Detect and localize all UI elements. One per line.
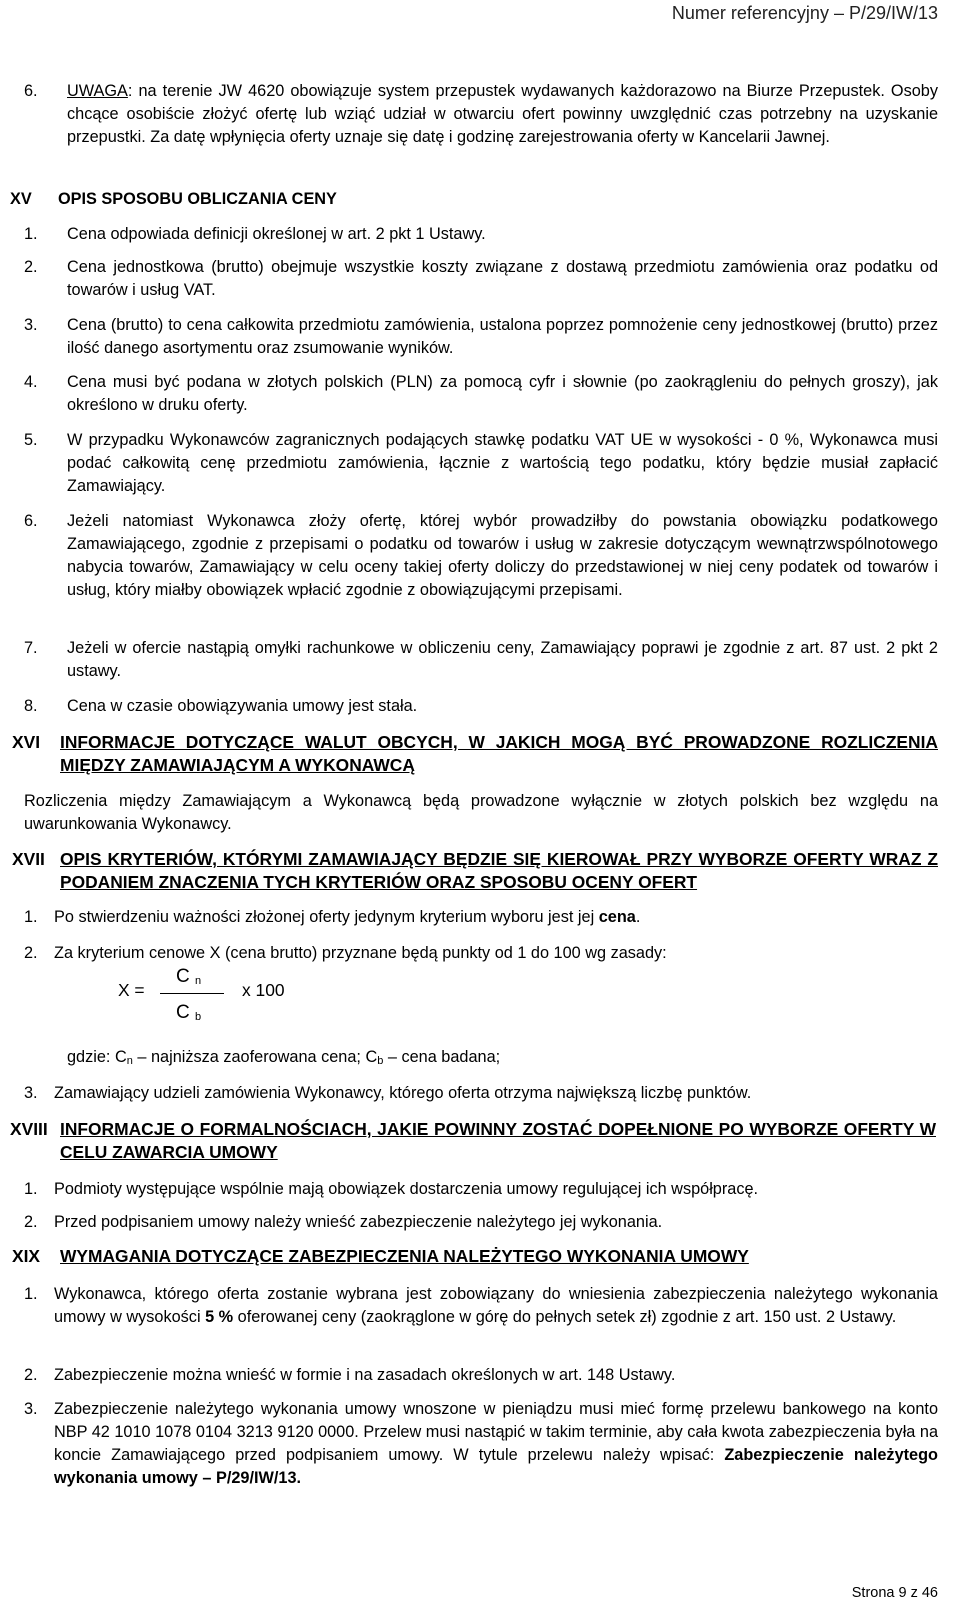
uwaga-label: UWAGA	[67, 82, 128, 100]
item-text	[67, 80, 938, 149]
list-item	[24, 314, 938, 360]
item-text: Cena musi być podana w złotych polskich (PLN) za pomocą cyfr i słownie (po zaokrągleniu do pełnych groszy), jak określono w druku oferty.	[67, 373, 938, 414]
section-roman: XIX	[12, 1246, 41, 1266]
item-number: 2.	[24, 258, 38, 276]
numerator-letter: C	[176, 966, 190, 987]
section-roman: XVII	[12, 849, 45, 869]
item-number: 2.	[24, 1213, 38, 1231]
section-xviii-heading	[10, 1118, 936, 1164]
section-xvii-heading	[12, 848, 938, 894]
item-text: Jeżeli w ofercie nastąpią omyłki rachunkowe w obliczeniu ceny, Zamawiający poprawi je zgodnie z art. 87 ust. 2 pkt 2 ustawy.	[67, 639, 938, 680]
formula-legend	[67, 1046, 500, 1073]
item-text-part: oferowanej ceny (zaokrąglone w górę do pełnych setek zł) zgodnie z art. 150 ust. 2 Ustawy.	[233, 1308, 897, 1326]
section-roman: XVIII	[10, 1119, 48, 1139]
item-number: 3.	[24, 1084, 38, 1102]
item-text	[54, 1283, 938, 1329]
transfer-title-bold: Zabezpieczenie należytego wykonania umowy – P/29/IW/13.	[54, 1446, 938, 1487]
item-number: 2.	[24, 944, 38, 962]
fraction-line	[160, 993, 224, 994]
reference-number: Numer referencyjny – P/29/IW/13	[671, 3, 938, 23]
item-text: Jeżeli natomiast Wykonawca złoży ofertę, której wybór prowadziłby do powstania obowiązku podatkowego Zamawiającego, zgodnie z przepisami o podatku od towarów i usług w zakresie dotyczącym wewnątrzwspólnotowego nabycia towarów, Zamawiający w celu oceny takiej oferty doliczy do przedstawionej w niej ceny podatek od towarów i usług, który miałby obowiązek wpłacić zgodnie z obowiązującymi przepisami.	[67, 512, 938, 599]
item-number: 3.	[24, 316, 38, 334]
formula-lhs: X =	[118, 980, 145, 1000]
item-text: Cena jednostkowa (brutto) obejmuje wszystkie koszty związane z dostawą przedmiotu zamówienia oraz podatku od towarów i usług VAT.	[67, 258, 938, 299]
section-roman: XV	[10, 190, 32, 208]
formula-numerator	[176, 965, 201, 993]
denominator-sub: b	[195, 1011, 202, 1023]
item-text: Cena (brutto) to cena całkowita przedmiotu zamówienia, ustalona poprzez pomnożenie ceny jednostkowej (brutto) przez ilość danego asortymentu oraz zsumowanie wyników.	[67, 316, 938, 357]
item-number: 7.	[24, 639, 38, 657]
list-item	[24, 1178, 938, 1201]
section-title: INFORMACJE DOTYCZĄCE WALUT OBCYCH, W JAKICH MOGĄ BYĆ PROWADZONE ROZLICZENIA MIĘDZY ZAMAWIAJĄCYM A WYKONAWCĄ	[60, 732, 938, 775]
item-number: 6.	[24, 512, 38, 530]
item-text: Przed podpisaniem umowy należy wnieść zabezpieczenie należytego jej wykonania.	[54, 1213, 663, 1231]
page-number: Strona 9 z 46	[851, 1585, 938, 1601]
formula-multiplier: x 100	[242, 980, 285, 1000]
section-title: WYMAGANIA DOTYCZĄCE ZABEZPIECZENIA NALEŻYTEGO WYKONANIA UMOWY	[60, 1246, 749, 1266]
list-item	[24, 1283, 938, 1329]
item-text-part: Zabezpieczenie należytego wykonania umowy wnoszone w pieniądzu musi mieć formę przelewu bankowego na konto NBP 42 1010 1078 0104 3213 9120 0000. Przelew musi nastąpić w takim terminie, aby cała kwota zabezpieczenia była na koncie Zamawiającego przed podpisaniem umowy. W tytule przelewu należy wpisać:	[54, 1400, 938, 1464]
list-item	[24, 256, 938, 302]
section-xv-heading	[10, 188, 936, 211]
item-number: 1.	[24, 908, 38, 926]
item-text-end: .	[635, 908, 641, 926]
item-text-part: Wykonawca, którego oferta zostanie wybrana jest zobowiązany do wniesienia zabezpieczenia należytego wykonania umowy w wysokości	[54, 1285, 938, 1326]
list-item	[24, 429, 938, 498]
list-item	[24, 223, 938, 246]
criterion-bold: cena	[598, 908, 636, 926]
legend-sub: b	[377, 1055, 384, 1067]
item-text: Cena odpowiada definicji określonej w art. 2 pkt 1 Ustawy.	[67, 225, 486, 243]
legend-part: gdzie: C	[67, 1048, 127, 1066]
legend-part: – cena badana;	[383, 1048, 501, 1066]
list-item	[24, 510, 938, 602]
legend-sub: n	[126, 1055, 133, 1067]
section-title: OPIS KRYTERIÓW, KTÓRYMI ZAMAWIAJĄCY BĘDZIE SIĘ KIEROWAŁ PRZY WYBORZE OFERTY WRAZ Z PODANIEM ZNACZENIA TYCH KRYTERIÓW ORAZ SPOSOBU OCENY OFERT	[60, 849, 938, 892]
section-roman: XVI	[12, 732, 41, 752]
item-text: Zabezpieczenie można wnieść w formie i na zasadach określonych w art. 148 Ustawy.	[54, 1366, 676, 1384]
section-xvi-text: Rozliczenia między Zamawiającym a Wykonawcą będą prowadzone wyłącznie w złotych polskich bez względu na uwarunkowania Wykonawcy.	[24, 792, 938, 833]
list-item	[24, 1082, 938, 1105]
section-title: INFORMACJE O FORMALNOŚCIACH, JAKIE POWINNY ZOSTAĆ DOPEŁNIONE PO WYBORZE OFERTY W CELU ZAWARCIA UMOWY	[60, 1119, 936, 1162]
item-text-part: Po stwierdzeniu ważności złożonej oferty jedynym kryterium wyboru jest jej	[54, 908, 599, 926]
item-text: Za kryterium cenowe X (cena brutto) przyznane będą punkty od 1 do 100 wg zasady:	[54, 944, 667, 962]
list-item	[24, 906, 938, 929]
numerator-sub: n	[195, 975, 202, 987]
list-item	[24, 637, 938, 683]
list-item	[24, 371, 938, 417]
list-item	[24, 1211, 938, 1234]
denominator-letter: C	[176, 1002, 190, 1023]
item-number: 4.	[24, 373, 38, 391]
list-item	[24, 1364, 938, 1387]
section-xix-heading	[12, 1245, 938, 1268]
item-number: 2.	[24, 1366, 38, 1384]
item-number: 1.	[24, 1285, 38, 1303]
item-text: W przypadku Wykonawców zagranicznych podających stawkę podatku VAT UE w wysokości - 0 %, Wykonawca musi podać całkowitą cenę przedmiotu zamówienia, łącznie z wartością tego podatku, który będzie musiał zapłacić Zamawiający.	[67, 431, 938, 495]
item-number: 1.	[24, 1180, 38, 1198]
list-item	[24, 1398, 938, 1490]
formula-denominator	[176, 1001, 201, 1029]
item-number: 8.	[24, 697, 38, 715]
uwaga-note	[24, 80, 938, 149]
item-text	[54, 906, 938, 929]
item-number: 3.	[24, 1400, 38, 1418]
section-xvi-heading	[12, 731, 938, 777]
uwaga-text: : na terenie JW 4620 obowiązuje system przepustek wydawanych każdorazowo na Biurze Przepustek. Osoby chcące osobiście złożyć ofertę lub wziąć udział w otwarciu ofert powinny uwzględnić czas potrzebny na uzyskanie przepustki. Za datę wpłynięcia oferty uznaje się datę i godzinę zarejestrowania oferty w Kancelarii Jawnej.	[67, 82, 938, 146]
percent-bold: 5 %	[205, 1308, 234, 1326]
item-number: 5.	[24, 431, 38, 449]
list-item	[24, 695, 938, 718]
item-text: Cena w czasie obowiązywania umowy jest stała.	[67, 697, 418, 715]
item-text: Podmioty występujące wspólnie mają obowiązek dostarczenia umowy regulującej ich współpracę.	[54, 1180, 759, 1198]
item-text: Zamawiający udzieli zamówienia Wykonawcy, którego oferta otrzyma największą liczbę punktów.	[54, 1084, 752, 1102]
section-title: OPIS SPOSOBU OBLICZANIA CENY	[58, 190, 337, 208]
item-text	[54, 1398, 938, 1490]
legend-part: – najniższa zaoferowana cena; C	[132, 1048, 378, 1066]
item-number: 1.	[24, 225, 38, 243]
item-number: 6.	[24, 82, 38, 100]
list-item	[24, 942, 938, 965]
